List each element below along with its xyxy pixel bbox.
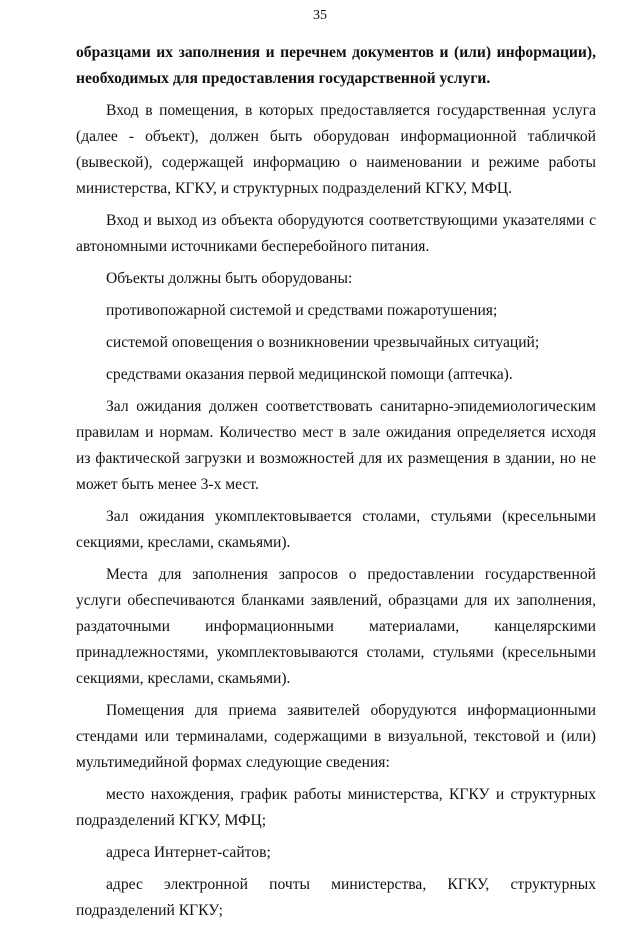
list-item: системой оповещения о возникновении чрезвычайных ситуаций; xyxy=(106,334,540,351)
list-item: противопожарной системой и средствами пожаротушения; xyxy=(106,302,498,319)
paragraph: Зал ожидания укомплектовывается столами, стульями (кресельными секциями, креслами, скамьями). xyxy=(76,508,596,551)
list-item: место нахождения, график работы министерства, КГКУ и структурных подразделений КГКУ, МФЦ; xyxy=(76,786,596,829)
page-content xyxy=(76,40,596,930)
page-number: 35 xyxy=(313,8,327,23)
paragraph: Объекты должны быть оборудованы: xyxy=(106,270,353,287)
list-item: адрес электронной почты министерства, КГКУ, структурных подразделений КГКУ; xyxy=(76,876,596,919)
paragraph: Помещения для приема заявителей оборудуются информационными стендами или терминалами, содержащими в визуальной, текстовой и (или) мультимедийной формах следующие сведения: xyxy=(76,702,596,771)
paragraph: Вход в помещения, в которых предоставляется государственная услуга (далее - объект), должен быть оборудован информационной табличкой (вывеской), содержащей информацию о наименовании и режиме работы министерства, КГКУ, и структурных подразделений КГКУ, МФЦ. xyxy=(76,102,596,197)
list-item: адреса Интернет-сайтов; xyxy=(106,844,271,861)
paragraph: Места для заполнения запросов о предоставлении государственной услуги обеспечиваются бланками заявлений, образцами для их заполнения, раздаточными информационными материалами, канцелярскими принадлежностями, укомплектовываются столами, стульями (кресельными секциями, креслами, скамьями). xyxy=(76,566,596,687)
paragraph-heading-continuation: образцами их заполнения и перечнем документов и (или) информации), необходимых для предоставления государственной услуги. xyxy=(76,44,596,87)
paragraph: Зал ожидания должен соответствовать санитарно-эпидемиологическим правилам и нормам. Количество мест в зале ожидания определяется исходя из фактической загрузки и возможностей для их размещения в здании, но не может быть менее 3-х мест. xyxy=(76,398,596,493)
paragraph: Вход и выход из объекта оборудуются соответствующими указателями с автономными источниками бесперебойного питания. xyxy=(76,212,596,255)
list-item: средствами оказания первой медицинской помощи (аптечка). xyxy=(106,366,513,383)
